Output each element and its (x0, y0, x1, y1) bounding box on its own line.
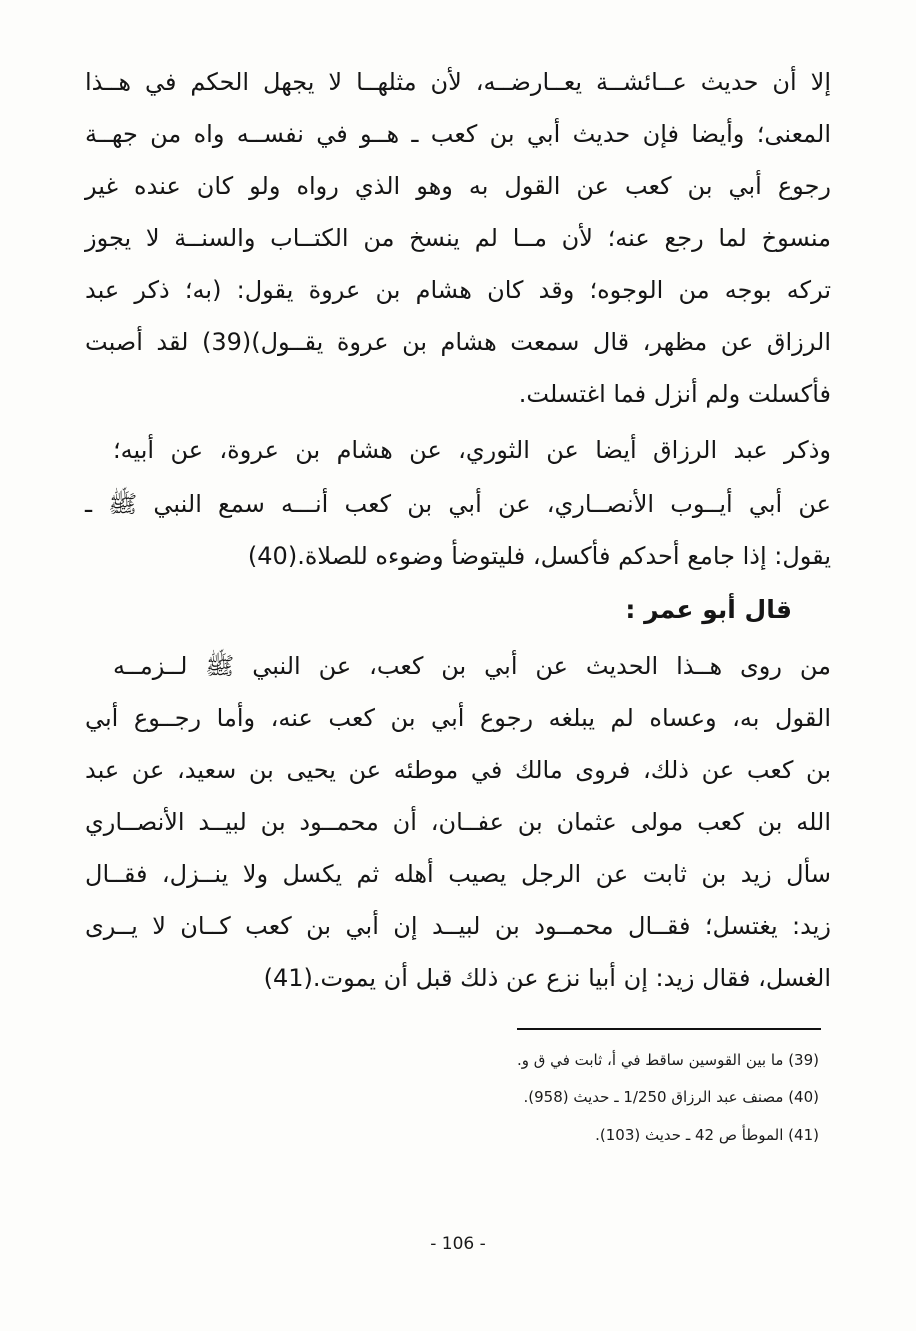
text-line-17: زيد: يغتسل؛ فقــال محمــود بن لبيــد إن أبي بن كعب كــان لا يــرى (85, 912, 831, 940)
text-line-18: الغسل، فقال زيد: إن أبيا نزع عن ذلك قبل أن يموت.(41) (263, 964, 831, 992)
footnote-39: (39) ما بين القوسين ساقط في أ، ثابت في ق و. (517, 1051, 819, 1069)
text-line-2: المعنى؛ وأيضا فإن حديث أبي بن كعب ـ هــو في نفســه واه من جهــة (85, 120, 831, 148)
text-line-4: منسوخ لما رجع عنه؛ لأن مــا لم ينسخ من الكتــاب والسنــة لا يجوز (85, 224, 831, 252)
footnote-40: (40) مصنف عبد الرزاق 1/250 ـ حديث (958). (523, 1088, 819, 1106)
text-line-10: يقول: إذا جامع أحدكم فأكسل، فليتوضأ وضوءه للصلاة.(40) (247, 542, 831, 570)
page-number: - 106 - (430, 1234, 486, 1254)
text-line-8: وذكر عبد الرزاق أيضا عن الثوري، عن هشام بن عروة، عن أبيه؛ (113, 436, 831, 464)
text-line-1: إلا أن حديث عــائشــة يعــارضــه، لأن مثلهــا لا يجهل الحكم في هــذا (85, 68, 831, 96)
text-line-13: القول به، وعساه لم يبلغه رجوع أبي بن كعب عنه، وأما رجــوع أبي (85, 704, 831, 732)
text-line-3: رجوع أبي بن كعب عن القول به وهو الذي رواه ولو كان عنده غير (85, 172, 831, 200)
text-line-6: الرزاق عن مظهر، قال سمعت هشام بن عروة يقــول)(39) لقد أصبت (85, 328, 831, 356)
text-line-15: الله بن كعب مولى عثمان بن عفــان، أن محمــود بن لبيــد الأنصــاري (85, 808, 831, 836)
text-line-16: سأل زيد بن ثابت عن الرجل يصيب أهله ثم يكسل ولا ينــزل، فقــال (85, 860, 831, 888)
text-line-7: فأكسلت ولم أنزل فما اغتسلت. (518, 380, 831, 408)
footnote-divider (517, 1028, 821, 1030)
section-heading: قال أبو عمر : (625, 595, 792, 624)
footnote-41: (41) الموطأ ص 42 ـ حديث (103). (595, 1126, 819, 1144)
text-line-9: عن أبي أيــوب الأنصــاري، عن أبي بن كعب أنـــه سمع النبي ﷺ ـ (85, 490, 831, 518)
text-line-14: بن كعب عن ذلك، فروى مالك في موطئه عن يحيى بن سعيد، عن عبد (85, 756, 831, 784)
text-line-5: تركه بوجه من الوجوه؛ وقد كان هشام بن عروة يقول: (به؛ ذكر عبد (85, 276, 831, 304)
text-line-12: من روى هــذا الحديث عن أبي بن كعب، عن النبي ﷺ لــزمــه (113, 652, 831, 680)
